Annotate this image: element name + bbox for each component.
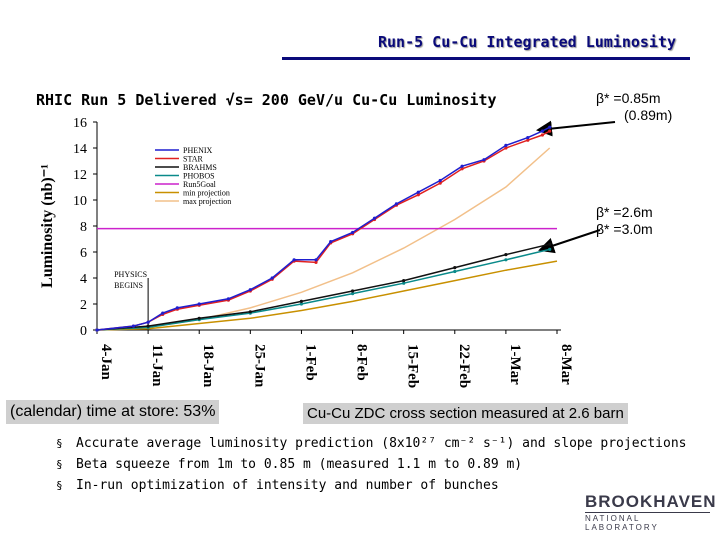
bullet-text: Accurate average luminosity prediction (8x10²⁷ cm⁻² s⁻¹) and slope projections xyxy=(76,436,687,451)
data-point-phenix xyxy=(373,217,376,220)
data-point-phenix xyxy=(329,240,332,243)
data-point-phenix xyxy=(395,202,398,205)
data-point-phobos xyxy=(453,270,456,273)
data-point-brahms xyxy=(504,253,507,256)
x-tick-label: 4-Jan xyxy=(98,344,114,380)
bullet-marker: § xyxy=(56,437,63,450)
data-point-phenix xyxy=(249,288,252,291)
brookhaven-logo xyxy=(585,492,717,532)
calendar-note: (calendar) time at store: 53% xyxy=(6,400,219,424)
data-point-phenix xyxy=(314,258,317,261)
data-point-phobos xyxy=(504,258,507,261)
logo-wordmark: BROOKHAVEN xyxy=(585,492,717,511)
y-tick-label: 14 xyxy=(73,142,87,157)
legend-label: Run5Goal xyxy=(183,180,216,189)
data-point-phenix xyxy=(227,297,230,300)
slide-title: Run-5 Cu-Cu Integrated Luminosity xyxy=(377,33,676,51)
y-tick-label: 12 xyxy=(73,168,87,183)
y-axis-label: Luminosity (nb)⁻¹ xyxy=(39,164,56,288)
y-tick-label: 16 xyxy=(73,116,87,131)
arrow-lower xyxy=(540,230,600,250)
data-point-phenix xyxy=(351,231,354,234)
legend-label: max projection xyxy=(183,197,232,206)
data-point-brahms xyxy=(198,317,201,320)
data-point-phenix xyxy=(198,302,201,305)
data-point-star xyxy=(548,130,551,133)
zdc-note: Cu-Cu ZDC cross section measured at 2.6 barn xyxy=(303,403,628,424)
data-point-star xyxy=(541,133,544,136)
data-point-brahms xyxy=(249,310,252,313)
data-point-phenix xyxy=(95,328,98,331)
y-tick-label: 8 xyxy=(80,220,87,235)
legend-label: min projection xyxy=(183,188,230,198)
y-tick-label: 10 xyxy=(73,194,87,209)
data-point-phenix xyxy=(176,306,179,309)
data-point-brahms xyxy=(300,300,303,303)
data-point-phenix xyxy=(526,136,529,139)
chart-title: RHIC Run 5 Delivered √s= 200 GeV/u Cu-Cu Luminosity xyxy=(36,91,497,109)
data-point-phenix xyxy=(161,312,164,315)
logo-subtitle: NATIONAL LABORATORY xyxy=(585,512,710,532)
data-point-brahms xyxy=(402,279,405,282)
bullet-text: Beta squeeze from 1m to 0.85 m (measured 1.1 m to 0.89 m) xyxy=(76,457,523,472)
x-tick-label: 15-Feb xyxy=(404,344,421,389)
data-point-brahms xyxy=(453,266,456,269)
data-point-phenix xyxy=(439,179,442,182)
data-point-phenix xyxy=(132,325,135,328)
data-point-phenix xyxy=(147,321,150,324)
x-tick-label: 18-Jan xyxy=(200,344,217,388)
bullet-marker: § xyxy=(56,479,63,492)
data-point-phobos xyxy=(548,248,551,251)
data-point-phenix xyxy=(541,130,544,133)
legend-label: PHOBOS xyxy=(183,171,215,181)
data-point-phenix xyxy=(461,165,464,168)
data-point-brahms xyxy=(548,243,551,246)
series-line-brahms xyxy=(97,244,550,330)
bullet-text: In-run optimization of intensity and number of bunches xyxy=(76,478,499,493)
data-point-brahms xyxy=(351,289,354,292)
x-tick-label: 22-Feb xyxy=(455,344,472,389)
y-tick-label: 2 xyxy=(80,298,87,313)
y-tick-label: 0 xyxy=(80,324,87,339)
x-tick-label: 1-Mar xyxy=(506,344,523,385)
beta-lower-value-1: β* =2.6m xyxy=(596,204,653,220)
beta-upper-measured: (0.89m) xyxy=(624,107,673,123)
data-point-phenix xyxy=(482,158,485,161)
data-point-phenix xyxy=(504,144,507,147)
data-point-phenix xyxy=(548,126,551,129)
data-point-phenix xyxy=(417,191,420,194)
y-tick-label: 4 xyxy=(80,272,87,287)
x-tick-label: 8-Feb xyxy=(353,344,370,381)
data-point-brahms xyxy=(147,325,150,328)
x-tick-label: 25-Jan xyxy=(251,344,268,388)
legend-label: PHENIX xyxy=(183,146,213,155)
x-tick-label: 1-Feb xyxy=(302,344,319,381)
x-tick-label: 11-Jan xyxy=(149,344,166,387)
physics-begins-label: BEGINS xyxy=(114,281,144,290)
beta-upper-value: β* =0.85m xyxy=(596,90,661,106)
physics-begins-label: PHYSICS xyxy=(114,270,148,279)
x-tick-label: 8-Mar xyxy=(558,344,574,385)
beta-lower-value-2: β* =3.0m xyxy=(596,221,653,237)
legend-label: STAR xyxy=(183,154,203,164)
data-point-phenix xyxy=(293,258,296,261)
bullet-marker: § xyxy=(56,458,63,471)
legend-label: BRAHMS xyxy=(183,163,217,172)
y-tick-label: 6 xyxy=(80,246,87,261)
data-point-phenix xyxy=(271,276,274,279)
